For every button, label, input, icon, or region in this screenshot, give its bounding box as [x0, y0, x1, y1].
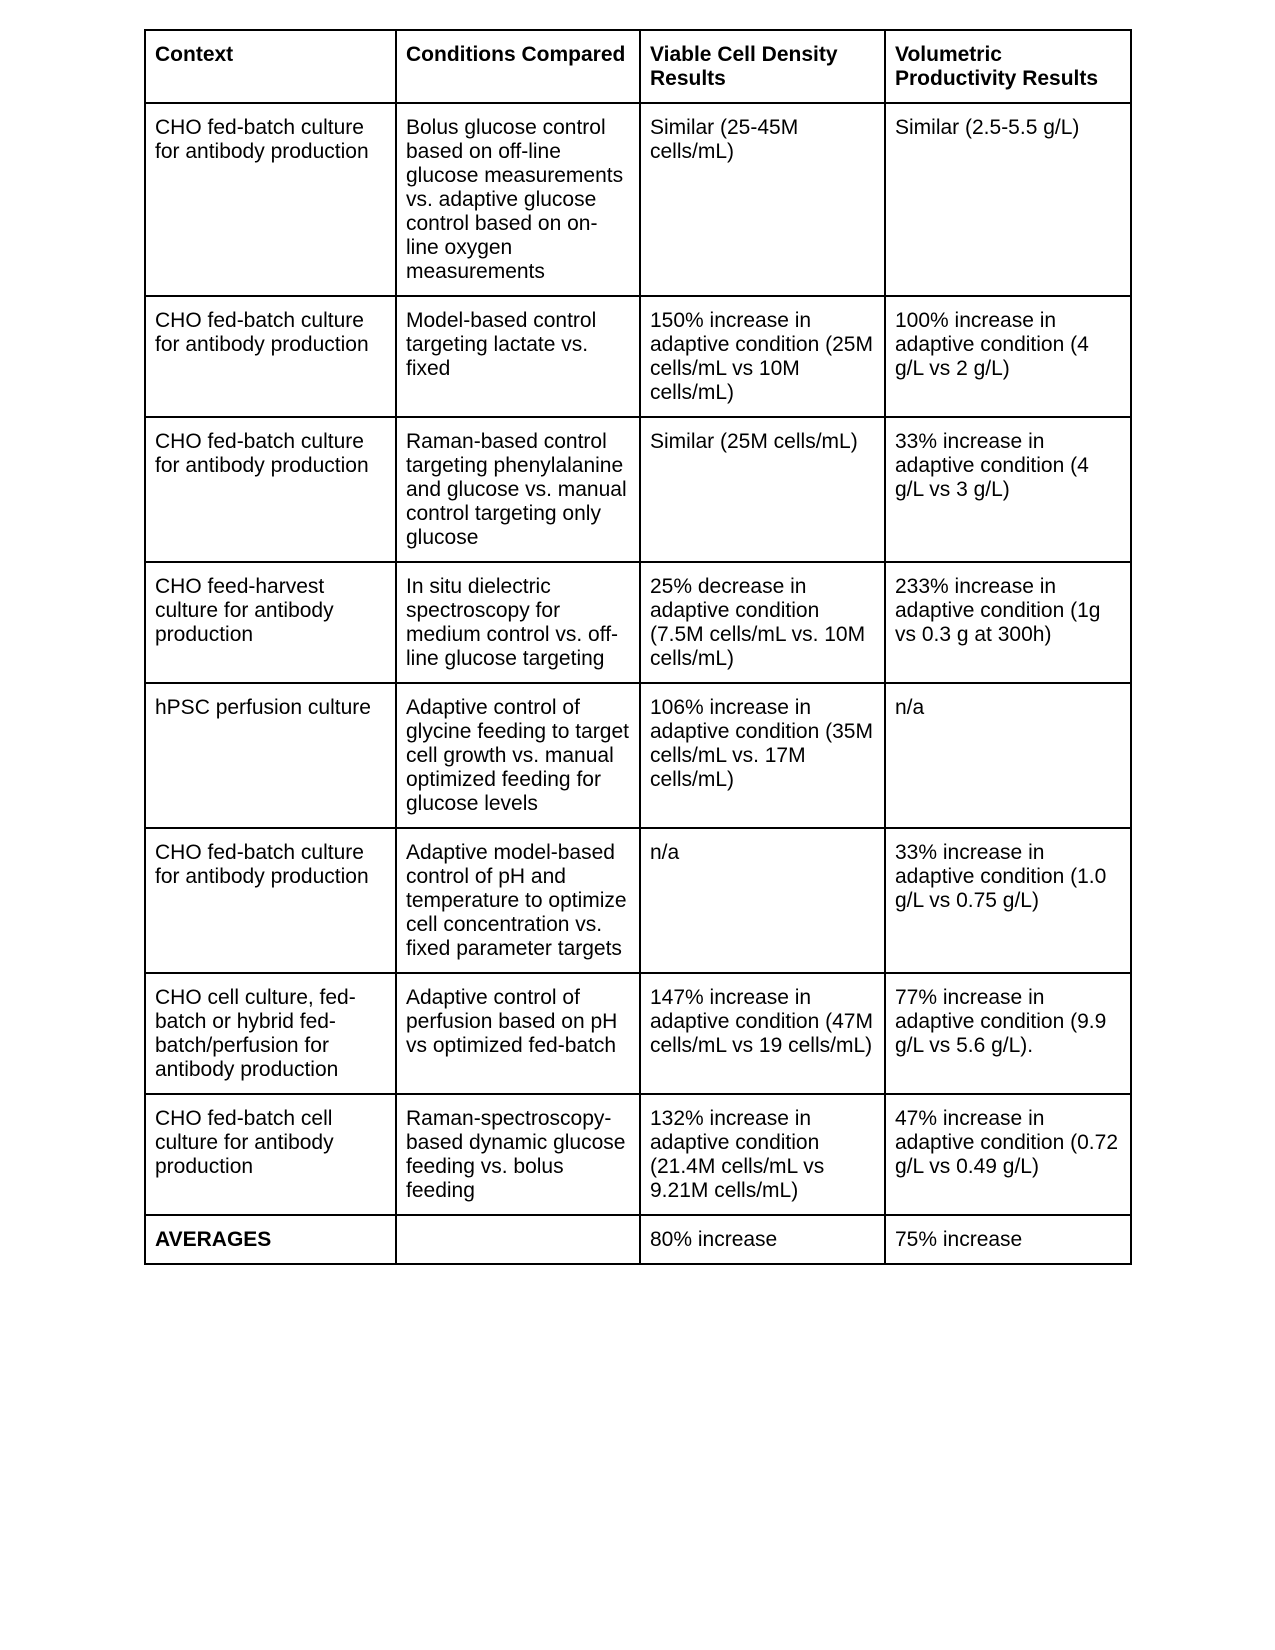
header-viable-cell-density: Viable Cell Density Results: [640, 30, 885, 103]
cell-conditions: Raman-spectroscopy-based dynamic glucose feeding vs. bolus feeding: [396, 1094, 640, 1215]
table-row: [145, 562, 1131, 683]
results-table: [144, 29, 1132, 1265]
averages-conditions: [396, 1215, 640, 1264]
cell-context: CHO feed-harvest culture for antibody production: [145, 562, 396, 683]
cell-vcd: 150% increase in adaptive condition (25M cells/mL vs 10M cells/mL): [640, 296, 885, 417]
cell-conditions: Raman-based control targeting phenylalanine and glucose vs. manual control targeting only glucose: [396, 417, 640, 562]
cell-productivity: 47% increase in adaptive condition (0.72 g/L vs 0.49 g/L): [885, 1094, 1131, 1215]
cell-productivity: 100% increase in adaptive condition (4 g/L vs 2 g/L): [885, 296, 1131, 417]
table-header-row: [145, 30, 1131, 103]
cell-productivity: 233% increase in adaptive condition (1g vs 0.3 g at 300h): [885, 562, 1131, 683]
table-row: [145, 103, 1131, 296]
table-row: [145, 1094, 1131, 1215]
averages-label: AVERAGES: [145, 1215, 396, 1264]
cell-context: CHO cell culture, fed-batch or hybrid fed-batch/perfusion for antibody production: [145, 973, 396, 1094]
averages-vcd: 80% increase: [640, 1215, 885, 1264]
cell-context: CHO fed-batch cell culture for antibody production: [145, 1094, 396, 1215]
cell-context: CHO fed-batch culture for antibody production: [145, 103, 396, 296]
cell-vcd: Similar (25-45M cells/mL): [640, 103, 885, 296]
cell-conditions: In situ dielectric spectroscopy for medium control vs. off-line glucose targeting: [396, 562, 640, 683]
table-row: [145, 417, 1131, 562]
table-row: [145, 683, 1131, 828]
cell-vcd: 25% decrease in adaptive condition (7.5M cells/mL vs. 10M cells/mL): [640, 562, 885, 683]
cell-vcd: 106% increase in adaptive condition (35M cells/mL vs. 17M cells/mL): [640, 683, 885, 828]
averages-productivity: 75% increase: [885, 1215, 1131, 1264]
cell-conditions: Adaptive control of glycine feeding to target cell growth vs. manual optimized feeding for glucose levels: [396, 683, 640, 828]
cell-vcd: 132% increase in adaptive condition (21.4M cells/mL vs 9.21M cells/mL): [640, 1094, 885, 1215]
cell-context: CHO fed-batch culture for antibody production: [145, 828, 396, 973]
averages-row: [145, 1215, 1131, 1264]
cell-productivity: Similar (2.5-5.5 g/L): [885, 103, 1131, 296]
cell-conditions: Adaptive control of perfusion based on pH vs optimized fed-batch: [396, 973, 640, 1094]
cell-conditions: Bolus glucose control based on off-line glucose measurements vs. adaptive glucose control based on on-line oxygen measurements: [396, 103, 640, 296]
cell-context: CHO fed-batch culture for antibody production: [145, 417, 396, 562]
table-row: [145, 973, 1131, 1094]
cell-vcd: n/a: [640, 828, 885, 973]
header-conditions-compared: Conditions Compared: [396, 30, 640, 103]
cell-productivity: 77% increase in adaptive condition (9.9 g/L vs 5.6 g/L).: [885, 973, 1131, 1094]
cell-productivity: n/a: [885, 683, 1131, 828]
cell-productivity: 33% increase in adaptive condition (1.0 g/L vs 0.75 g/L): [885, 828, 1131, 973]
header-context: Context: [145, 30, 396, 103]
cell-productivity: 33% increase in adaptive condition (4 g/L vs 3 g/L): [885, 417, 1131, 562]
table-row: [145, 828, 1131, 973]
cell-conditions: Adaptive model-based control of pH and temperature to optimize cell concentration vs. fixed parameter targets: [396, 828, 640, 973]
cell-vcd: Similar (25M cells/mL): [640, 417, 885, 562]
header-volumetric-productivity: Volumetric Productivity Results: [885, 30, 1131, 103]
cell-vcd: 147% increase in adaptive condition (47M cells/mL vs 19 cells/mL): [640, 973, 885, 1094]
cell-context: CHO fed-batch culture for antibody production: [145, 296, 396, 417]
table-row: [145, 296, 1131, 417]
cell-conditions: Model-based control targeting lactate vs. fixed: [396, 296, 640, 417]
cell-context: hPSC perfusion culture: [145, 683, 396, 828]
